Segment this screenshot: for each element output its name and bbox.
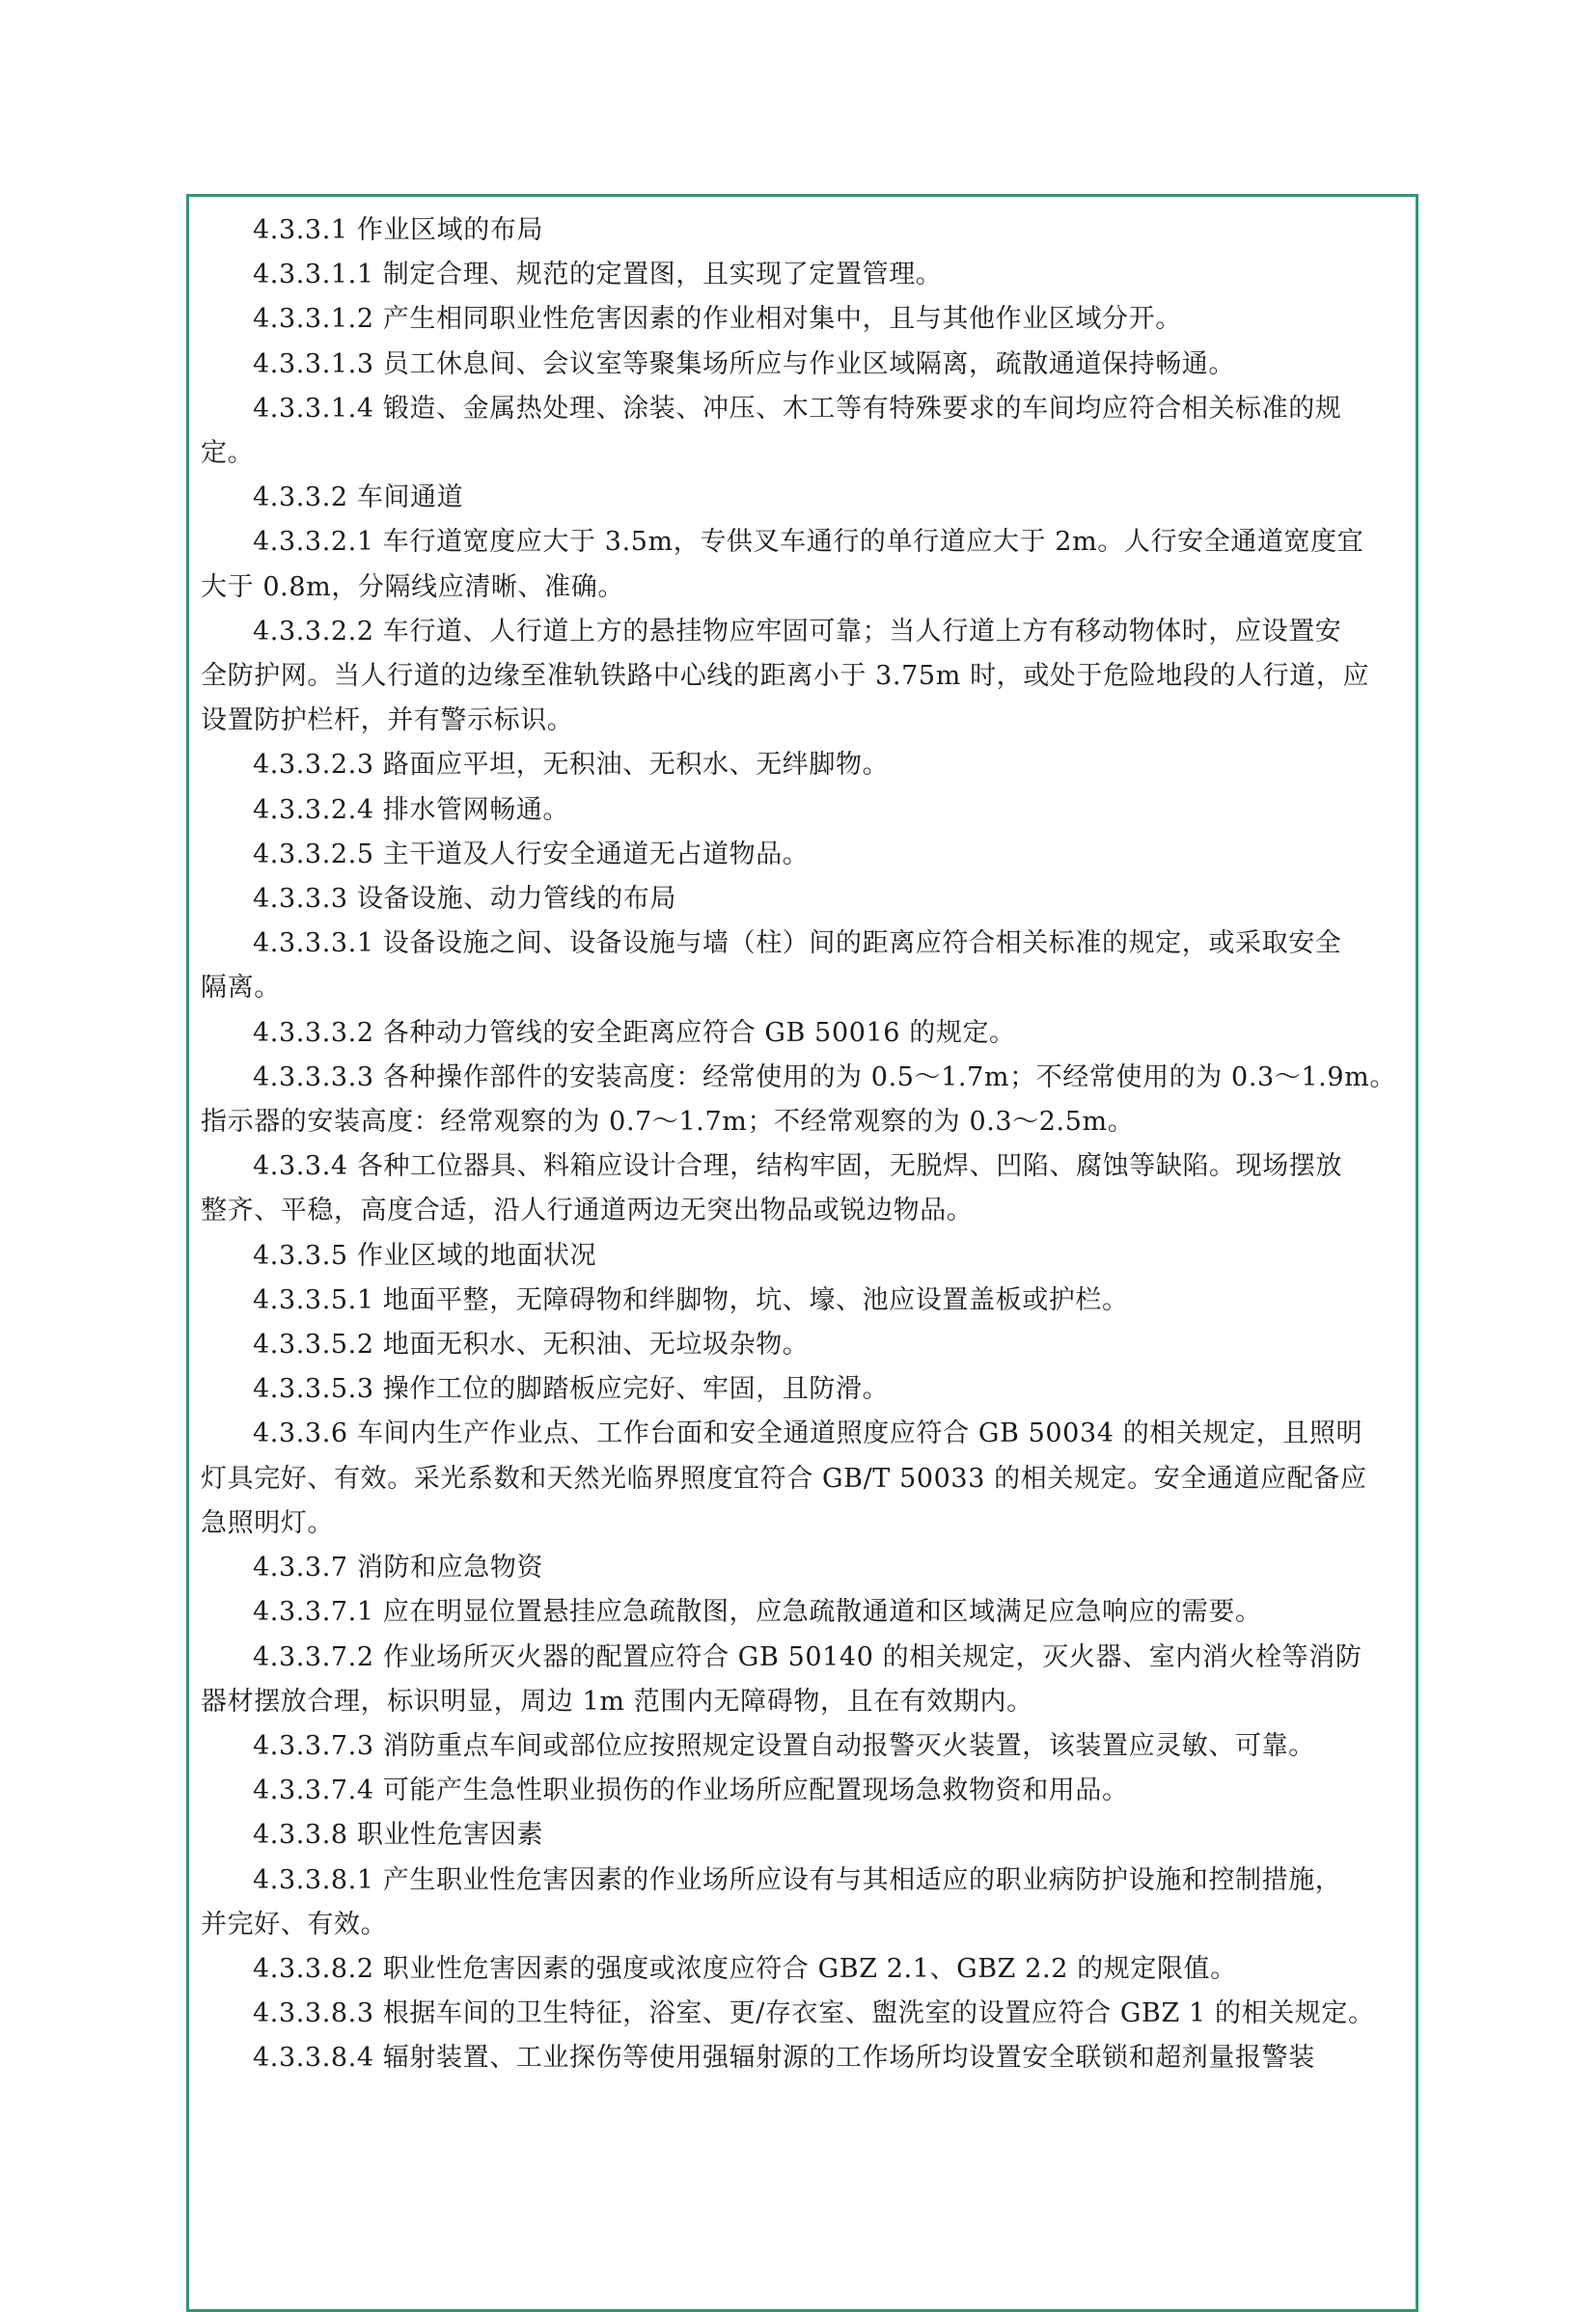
text-line: 灯具完好、有效。采光系数和天然光临界照度宜符合 GB/T 50033 的相关规定。安全通道应配备应 bbox=[201, 1463, 1367, 1494]
text-line: 整齐、平稳，高度合适，沿人行通道两边无突出物品或锐边物品。 bbox=[201, 1196, 974, 1226]
text-line: 4.3.3.3.3 各种操作部件的安装高度：经常使用的为 0.5～1.7m；不经常使用的为 0.3～1.9m。 bbox=[253, 1061, 1396, 1092]
text-line: 急照明灯。 bbox=[201, 1507, 334, 1538]
text-line: 大于 0.8m，分隔线应清晰、准确。 bbox=[201, 571, 624, 602]
text-line: 4.3.3.3.2 各种动力管线的安全距离应符合 GB 50016 的规定。 bbox=[253, 1017, 1016, 1048]
text-line: 器材摆放合理，标识明显，周边 1m 范围内无障碍物，且在有效期内。 bbox=[201, 1686, 1033, 1717]
text-line: 4.3.3.7 消防和应急物资 bbox=[253, 1553, 544, 1583]
text-line: 定。 bbox=[201, 438, 255, 469]
text-line: 4.3.3.8.2 职业性危害因素的强度或浓度应符合 GBZ 2.1、GBZ 2.2 的规定限值。 bbox=[253, 1953, 1237, 1984]
text-line: 4.3.3.7.4 可能产生急性职业损伤的作业场所应配置现场急救物资和用品。 bbox=[253, 1775, 1129, 1806]
text-line: 4.3.3.8.1 产生职业性危害因素的作业场所应设有与其相适应的职业病防护设施和控制措施， bbox=[253, 1864, 1342, 1895]
text-line: 4.3.3.3.1 设备设施之间、设备设施与墙（柱）间的距离应符合相关标准的规定，或采取安全 bbox=[253, 928, 1342, 959]
text-line: 4.3.3.5.2 地面无积水、无积油、无垃圾杂物。 bbox=[253, 1330, 810, 1361]
text-line: 4.3.3.1 作业区域的布局 bbox=[253, 215, 544, 245]
text-line: 4.3.3.2.4 排水管网畅通。 bbox=[253, 794, 570, 825]
text-line: 4.3.3.8.3 根据车间的卫生特征，浴室、更/存衣室、盥洗室的设置应符合 GBZ 1 的相关规定。 bbox=[253, 1998, 1375, 2029]
text-line: 全防护网。当人行道的边缘至准轨铁路中心线的距离小于 3.75m 时，或处于危险地段的人行道，应 bbox=[201, 661, 1370, 692]
text-line: 设置防护栏杆，并有警示标识。 bbox=[201, 705, 574, 736]
content-frame bbox=[186, 194, 1418, 2312]
text-line: 4.3.3.4 各种工位器具、料箱应设计合理，结构牢固，无脱焊、凹陷、腐蚀等缺陷。现场摆放 bbox=[253, 1151, 1343, 1182]
text-line: 4.3.3.1.1 制定合理、规范的定置图，且实现了定置管理。 bbox=[253, 260, 943, 290]
text-line: 4.3.3.1.3 员工休息间、会议室等聚集场所应与作业区域隔离，疏散通道保持畅通。 bbox=[253, 348, 1236, 379]
text-line: 4.3.3.1.2 产生相同职业性危害因素的作业相对集中，且与其他作业区域分开。 bbox=[253, 304, 1182, 335]
text-line: 4.3.3.2.3 路面应平坦，无积油、无积水、无绊脚物。 bbox=[253, 750, 890, 781]
text-line: 4.3.3.7.2 作业场所灭火器的配置应符合 GB 50140 的相关规定，灭火器、室内消火栓等消防 bbox=[253, 1641, 1362, 1672]
text-line: 4.3.3.5.1 地面平整，无障碍物和绊脚物，坑、壕、池应设置盖板或护栏。 bbox=[253, 1284, 1129, 1315]
text-line: 4.3.3.2.5 主干道及人行安全通道无占道物品。 bbox=[253, 839, 810, 869]
text-line: 隔离。 bbox=[201, 973, 281, 1004]
text-line: 4.3.3.1.4 锻造、金属热处理、涂装、冲压、木工等有特殊要求的车间均应符合相关标准的规 bbox=[253, 393, 1342, 424]
text-line: 并完好、有效。 bbox=[201, 1909, 388, 1940]
text-line: 4.3.3.5 作业区域的地面状况 bbox=[253, 1240, 597, 1271]
text-line: 4.3.3.7.1 应在明显位置悬挂应急疏散图，应急疏散通道和区域满足应急响应的需要。 bbox=[253, 1597, 1262, 1628]
text-line: 4.3.3.6 车间内生产作业点、工作台面和安全通道照度应符合 GB 50034 的相关规定，且照明 bbox=[253, 1418, 1363, 1449]
text-line: 指示器的安装高度：经常观察的为 0.7～1.7m；不经常观察的为 0.3～2.5m。 bbox=[201, 1107, 1135, 1138]
text-line: 4.3.3.8.4 辐射装置、工业探伤等使用强辐射源的工作场所均设置安全联锁和超剂量报警装 bbox=[253, 2043, 1315, 2074]
text-line: 4.3.3.8 职业性危害因素 bbox=[253, 1820, 544, 1851]
text-line: 4.3.3.2.2 车行道、人行道上方的悬挂物应牢固可靠；当人行道上方有移动物体时，应设置安 bbox=[253, 616, 1342, 647]
text-line: 4.3.3.2 车间通道 bbox=[253, 482, 464, 513]
text-line: 4.3.3.5.3 操作工位的脚踏板应完好、牢固，且防滑。 bbox=[253, 1374, 890, 1405]
text-line: 4.3.3.3 设备设施、动力管线的布局 bbox=[253, 884, 677, 915]
text-line: 4.3.3.7.3 消防重点车间或部位应按照规定设置自动报警灭火装置，该装置应灵敏、可靠。 bbox=[253, 1730, 1315, 1761]
text-line: 4.3.3.2.1 车行道宽度应大于 3.5m，专供叉车通行的单行道应大于 2m。人行安全通道宽度宜 bbox=[253, 527, 1364, 558]
